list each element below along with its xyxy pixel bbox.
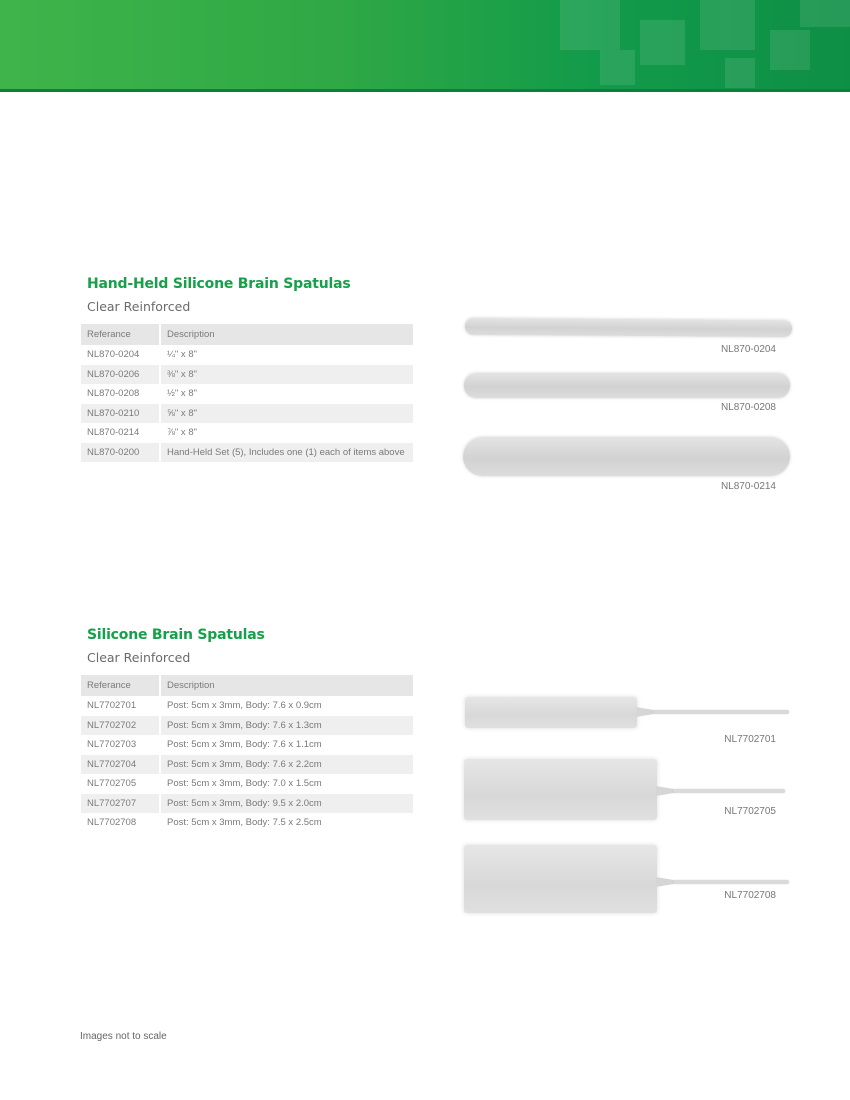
description-cell: Post: 5cm x 3mm, Body: 7.6 x 0.9cm: [167, 700, 322, 712]
banner-decor-square: [800, 0, 850, 27]
table-row: [81, 716, 413, 736]
column-header: Description: [161, 675, 413, 696]
table-row: [81, 443, 413, 463]
paddle-neck: [656, 786, 674, 796]
table-header-row: [81, 324, 413, 345]
banner-decor-square: [700, 0, 755, 50]
description-cell: ½" x 8": [167, 388, 197, 400]
description-cell: Post: 5cm x 3mm, Body: 7.6 x 1.1cm: [167, 739, 322, 751]
reference-cell: NL870-0206: [81, 365, 161, 385]
reference-cell: NL7702703: [81, 735, 161, 755]
description-cell: ¼" x 8": [167, 349, 197, 361]
column-header: Referance: [81, 324, 161, 345]
table-row: [81, 735, 413, 755]
paddle-spatula-image: [465, 697, 637, 728]
table-row: [81, 794, 413, 814]
table-header-row: [81, 675, 413, 696]
paddle-spatula-image: [464, 845, 657, 913]
section-subtitle: Clear Reinforced: [87, 299, 191, 314]
column-header: Description: [161, 324, 413, 345]
table-row: [81, 813, 413, 833]
table-row: [81, 384, 413, 404]
banner-decor-square: [770, 30, 810, 70]
reference-cell: NL7702704: [81, 755, 161, 775]
description-cell: Post: 5cm x 3mm, Body: 7.0 x 1.5cm: [167, 778, 322, 790]
description-cell: Post: 5cm x 3mm, Body: 7.6 x 1.3cm: [161, 716, 413, 736]
spatula-image: [463, 437, 790, 476]
image-label: NL7702708: [724, 890, 776, 901]
table-row: [81, 755, 413, 775]
section-title: Silicone Brain Spatulas: [87, 627, 265, 643]
reference-cell: NL870-0208: [81, 384, 161, 404]
image-label: NL7702701: [724, 734, 776, 745]
banner-decor-square: [725, 58, 755, 88]
description-cell: ⅜" x 8": [161, 365, 413, 385]
reference-cell: NL7702702: [81, 716, 161, 736]
paddle-neck: [656, 877, 674, 887]
table-row: [81, 423, 413, 443]
table-row: [81, 404, 413, 424]
image-label: NL870-0214: [720, 481, 776, 492]
paddle-stem: [673, 789, 785, 793]
section-title: Hand-Held Silicone Brain Spatulas: [87, 276, 351, 292]
description-cell: Post: 5cm x 3mm, Body: 7.5 x 2.5cm: [167, 817, 322, 829]
reference-cell: NL7702705: [81, 774, 161, 794]
reference-cell: NL7702701: [81, 696, 161, 716]
product-table: [81, 324, 413, 462]
paddle-spatula-image: [464, 759, 657, 820]
paddle-stem: [653, 710, 789, 714]
table-row: [81, 774, 413, 794]
banner-decor-square: [560, 0, 620, 50]
product-table: [81, 675, 413, 833]
reference-cell: NL7702708: [81, 813, 161, 833]
reference-cell: NL7702707: [81, 794, 161, 814]
reference-cell: NL870-0210: [81, 404, 161, 424]
footnote: Images not to scale: [80, 1031, 167, 1042]
table-row: [81, 345, 413, 365]
section-subtitle: Clear Reinforced: [87, 650, 191, 665]
reference-cell: NL870-0204: [81, 345, 161, 365]
image-label: NL7702705: [724, 806, 776, 817]
spatula-image: [465, 318, 792, 337]
description-cell: Hand-Held Set (5), Includes one (1) each of items above: [161, 443, 413, 463]
image-label: NL870-0204: [720, 344, 776, 355]
column-header: Referance: [81, 675, 161, 696]
description-cell: Post: 5cm x 3mm, Body: 7.6 x 2.2cm: [161, 755, 413, 775]
table-row: [81, 696, 413, 716]
table-row: [81, 365, 413, 385]
paddle-neck: [636, 707, 654, 717]
paddle-stem: [673, 880, 789, 884]
header-banner: [0, 0, 850, 92]
reference-cell: NL870-0214: [81, 423, 161, 443]
description-cell: ⅝" x 8": [161, 404, 413, 424]
description-cell: Post: 5cm x 3mm, Body: 9.5 x 2.0cm: [161, 794, 413, 814]
image-label: NL870-0208: [720, 402, 776, 413]
banner-decor-square: [640, 20, 685, 65]
banner-decor-square: [600, 50, 635, 85]
spatula-image: [464, 373, 790, 398]
description-cell: ⅞" x 8": [167, 427, 197, 439]
banner-edge: [0, 89, 850, 92]
reference-cell: NL870-0200: [81, 443, 161, 463]
